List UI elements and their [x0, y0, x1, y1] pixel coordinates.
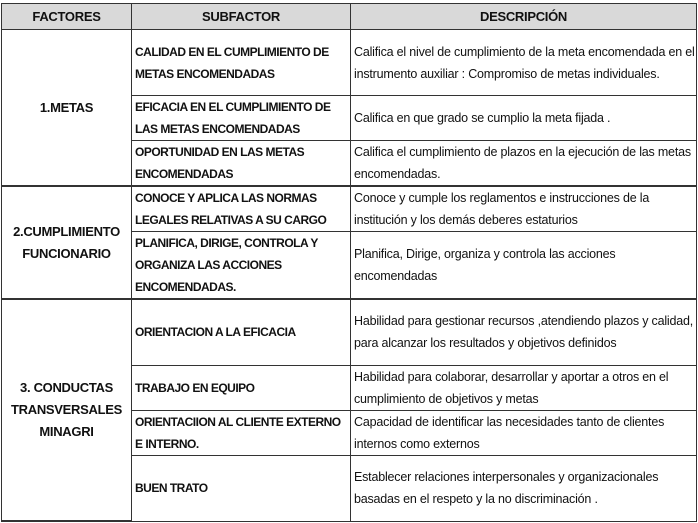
subfactor-cell: PLANIFICA, DIRIGE, CONTROLA Y ORGANIZA LAS ACCIONES ENCOMENDADAS.	[132, 232, 351, 300]
subfactor-cell: ORIENTACION A LA EFICACIA	[132, 299, 351, 365]
table-row	[2, 186, 697, 232]
description-cell: Califica en que grado se cumplio la meta fijada .	[351, 96, 697, 141]
factor-cell: 1.METAS	[2, 30, 132, 187]
subfactor-cell: TRABAJO EN EQUIPO	[132, 365, 351, 410]
subfactor-cell: OPORTUNIDAD EN LAS METAS ENCOMENDADAS	[132, 141, 351, 187]
subfactor-cell: CALIDAD EN EL CUMPLIMIENTO DE METAS ENCOMENDADAS	[132, 30, 351, 96]
subfactor-cell: EFICACIA EN EL CUMPLIMIENTO DE LAS METAS ENCOMENDADAS	[132, 96, 351, 141]
factor-cell: 2.CUMPLIMIENTO FUNCIONARIO	[2, 186, 132, 299]
subfactor-cell: CONOCE Y APLICA LAS NORMAS LEGALES RELATIVAS A SU CARGO	[132, 186, 351, 232]
header-descripcion: DESCRIPCIÓN	[351, 4, 697, 30]
table-header-row	[2, 4, 697, 30]
description-cell: Planifica, Dirige, organiza y controla las acciones encomendadas	[351, 232, 697, 300]
subfactor-cell: BUEN TRATO	[132, 455, 351, 521]
description-cell: Califica el cumplimiento de plazos en la ejecución de las metas encomendadas.	[351, 141, 697, 187]
subfactor-cell: ORIENTACIION AL CLIENTE EXTERNO E INTERNO.	[132, 410, 351, 455]
description-cell: Conoce y cumple los reglamentos e instrucciones de la institución y los demás deberes estaturios	[351, 186, 697, 232]
evaluation-factors-table	[1, 3, 697, 522]
description-cell: Habilidad para gestionar recursos ,atendiendo plazos y calidad, para alcanzar los resultados y objetivos definidos	[351, 299, 697, 365]
table-row	[2, 30, 697, 96]
header-subfactor: SUBFACTOR	[132, 4, 351, 30]
description-cell: Establecer relaciones interpersonales y organizacionales basadas en el respeto y la no discriminación .	[351, 455, 697, 521]
header-factores: FACTORES	[2, 4, 132, 30]
description-cell: Califica el nivel de cumplimiento de la meta encomendada en el instrumento auxiliar : Compromiso de metas individuales.	[351, 30, 697, 96]
description-cell: Habilidad para colaborar, desarrollar y aportar a otros en el cumplimiento de objetivos y metas	[351, 365, 697, 410]
factor-cell: 3. CONDUCTAS TRANSVERSALES MINAGRI	[2, 299, 132, 521]
table-row	[2, 299, 697, 365]
description-cell: Capacidad de identificar las necesidades tanto de clientes internos como externos	[351, 410, 697, 455]
